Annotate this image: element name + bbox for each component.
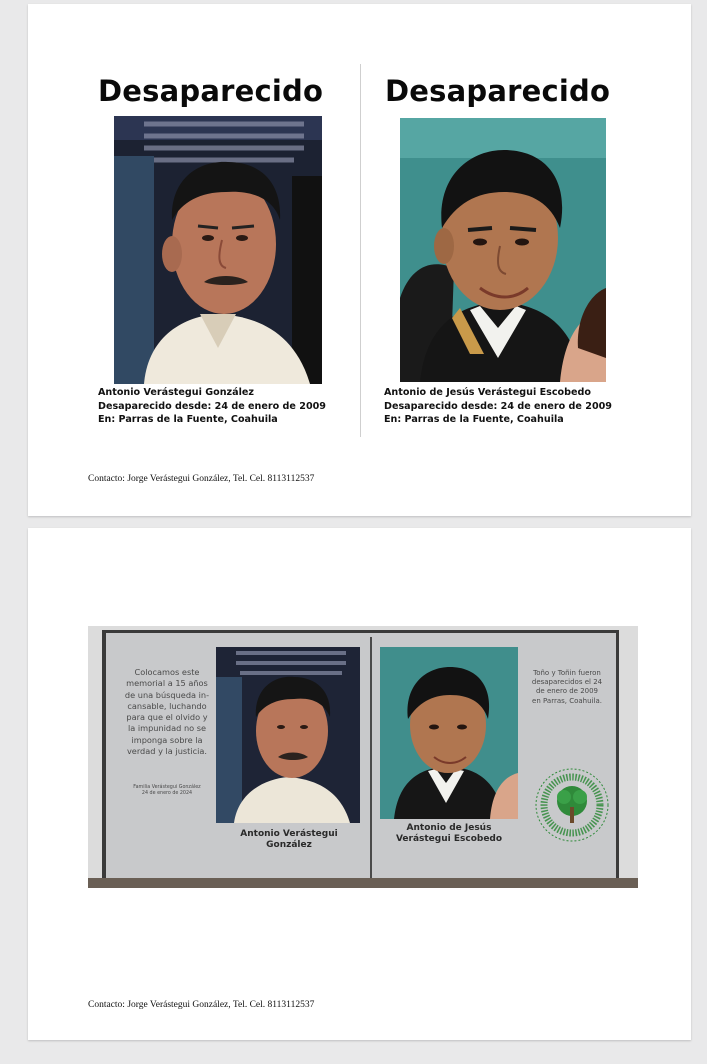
plaque-photo-antonio-de-jesus-verastegui-escobedo: [380, 647, 518, 819]
search-collective-logo: [534, 767, 610, 843]
caption-left: [98, 386, 326, 427]
memorial-plaque: [102, 630, 619, 884]
missing-since-right: Desaparecido desde: 24 de enero de 2009: [384, 400, 612, 412]
missing-person-name-right: Antonio de Jesús Verástegui Escobedo: [384, 387, 591, 398]
memorial-plaque-photo: [88, 626, 638, 888]
contact-line-page-1: Contacto: Jorge Verástegui González, Tel. Cel. 8113112537: [88, 474, 315, 484]
column-divider: [360, 64, 361, 437]
family-signature: Familia Verástegui González 24 de enero de 2024: [133, 785, 201, 797]
photo-bottom-strip: [88, 878, 638, 888]
caption-right: [384, 386, 612, 427]
plaque-name-right: Antonio de Jesús Verástegui Escobedo: [395, 823, 503, 844]
disappearance-note: Toño y Toñin fueron desaparecidos el 24 de enero de 2009 en Parras, Coahuila.: [531, 669, 603, 705]
contact-line-page-2: Contacto: Jorge Verástegui González, Tel. Cel. 8113112537: [88, 1000, 315, 1010]
memorial-text: Colocamos este memorial a 15 años de una búsqueda in- cansable, luchando para que el olvido y la impunidad no se imponga sobre la verdad y la justicia.: [124, 667, 210, 757]
missing-heading-right: Desaparecido: [385, 74, 611, 108]
missing-since-left: Desaparecido desde: 24 de enero de 2009: [98, 400, 326, 412]
photo-antonio-verastegui-gonzalez: [114, 116, 322, 384]
missing-place-left: En: Parras de la Fuente, Coahuila: [98, 414, 278, 425]
plaque-photo-antonio-verastegui-gonzalez: [216, 647, 360, 823]
document-page-2: [28, 528, 691, 1040]
missing-heading-left: Desaparecido: [98, 74, 324, 108]
plaque-divider: [370, 637, 372, 885]
plaque-name-left: Antonio Verástegui González: [240, 829, 338, 850]
document-page-1: [28, 4, 691, 516]
photo-antonio-de-jesus-verastegui-escobedo: [400, 118, 606, 382]
missing-person-name-left: Antonio Verástegui González: [98, 387, 254, 398]
missing-place-right: En: Parras de la Fuente, Coahuila: [384, 414, 564, 425]
